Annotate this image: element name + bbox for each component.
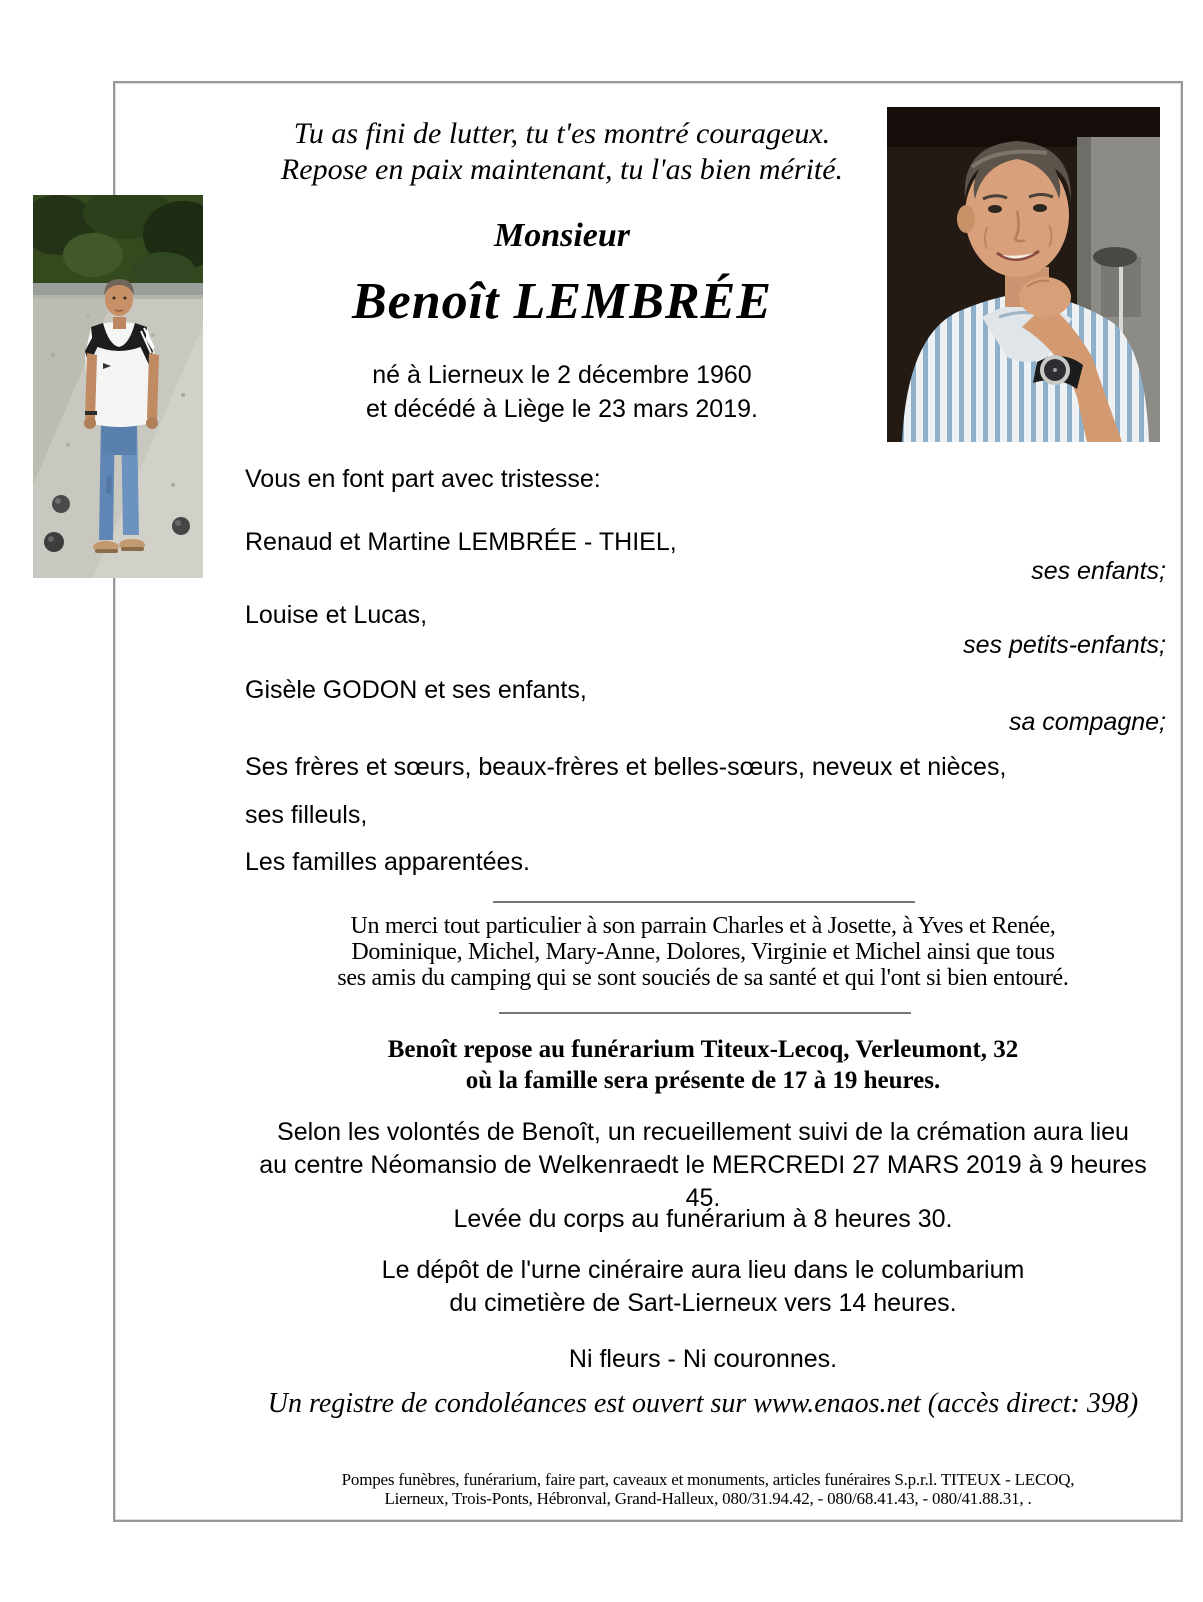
family-relation-3: sa compagne; [1008, 708, 1166, 736]
urn-line2: du cimetière de Sart-Lierneux vers 14 heures. [449, 1289, 957, 1317]
petanque-photo [33, 195, 203, 578]
footer-line1: Pompes funèbres, funérarium, faire part, caveaux et monuments, articles funéraires S.p.r.l. TITEUX - LECOQ, [341, 1470, 1075, 1489]
ceremony-line1: Selon les volontés de Benoît, un recueillement suivi de la crémation aura lieu [277, 1118, 1129, 1146]
family-relation-1: ses enfants; [1031, 557, 1166, 585]
repose-line2: où la famille sera présente de 17 à 19 heures. [465, 1067, 941, 1094]
flowers-line: Ni fleurs - Ni couronnes. [568, 1345, 838, 1373]
thanks-line3: ses amis du camping qui se sont souciés de sa santé et qui l'ont si bien entouré. [337, 965, 1069, 991]
repose-block [253, 1034, 1153, 1096]
birth-death-block [242, 358, 882, 426]
deceased-name: Benoît LEMBRÉE [352, 273, 772, 330]
relatives-line2: ses filleuls, [245, 801, 368, 829]
relatives-line3: Les familles apparentées. [245, 848, 530, 876]
funeral-home-footer [253, 1470, 1163, 1508]
thanks-paragraph [253, 913, 1153, 991]
memorial-quote-line2: Repose en paix maintenant, tu l'as bien mérité. [280, 153, 844, 186]
memorial-quote [242, 116, 882, 188]
family-names-1: Renaud et Martine LEMBRÉE - THIEL, [245, 528, 677, 556]
thanks-line2: Dominique, Michel, Mary-Anne, Dolores, Virginie et Michel ainsi que tous [351, 939, 1055, 965]
family-names-2: Louise et Lucas, [245, 601, 428, 629]
ceremony-block [253, 1116, 1153, 1215]
portrait-photo [887, 107, 1160, 442]
portrait-photo-illustration [887, 107, 1160, 442]
levee-line: Levée du corps au funérarium à 8 heures 30. [453, 1205, 953, 1233]
memorial-quote-line1: Tu as fini de lutter, tu t'es montré courageux. [293, 117, 831, 150]
relatives-line1: Ses frères et sœurs, beaux-frères et belles-sœurs, neveux et nièces, [245, 753, 1007, 781]
salutation: Monsieur [493, 217, 631, 254]
family-relation-2: ses petits-enfants; [963, 631, 1166, 659]
divider-line-2 [499, 1012, 911, 1014]
family-names-3: Gisèle GODON et ses enfants, [245, 676, 587, 704]
footer-line2: Lierneux, Trois-Ponts, Hébronval, Grand-Halleux, 080/31.94.42, - 080/68.41.43, - 080/41.88.31, . [384, 1489, 1032, 1508]
thanks-line1: Un merci tout particulier à son parrain Charles et à Josette, à Yves et Renée, [350, 913, 1056, 939]
urn-line1: Le dépôt de l'urne cinéraire aura lieu dans le columbarium [381, 1256, 1025, 1284]
death-line: et décédé à Liège le 23 mars 2019. [366, 395, 758, 423]
repose-line1: Benoît repose au funérarium Titeux-Lecoq, Verleumont, 32 [387, 1036, 1019, 1063]
petanque-photo-illustration [33, 195, 203, 578]
announcement-intro: Vous en font part avec tristesse: [245, 465, 601, 493]
ceremony-line2: au centre Néomansio de Welkenraedt le MERCREDI 27 MARS 2019 à 9 heures 45. [259, 1151, 1147, 1212]
condolences-line: Un registre de condoléances est ouvert sur www.enaos.net (accès direct: 398) [267, 1388, 1139, 1419]
urn-block [253, 1254, 1153, 1320]
birth-line: né à Lierneux le 2 décembre 1960 [372, 361, 752, 389]
divider-line-1 [493, 901, 915, 903]
